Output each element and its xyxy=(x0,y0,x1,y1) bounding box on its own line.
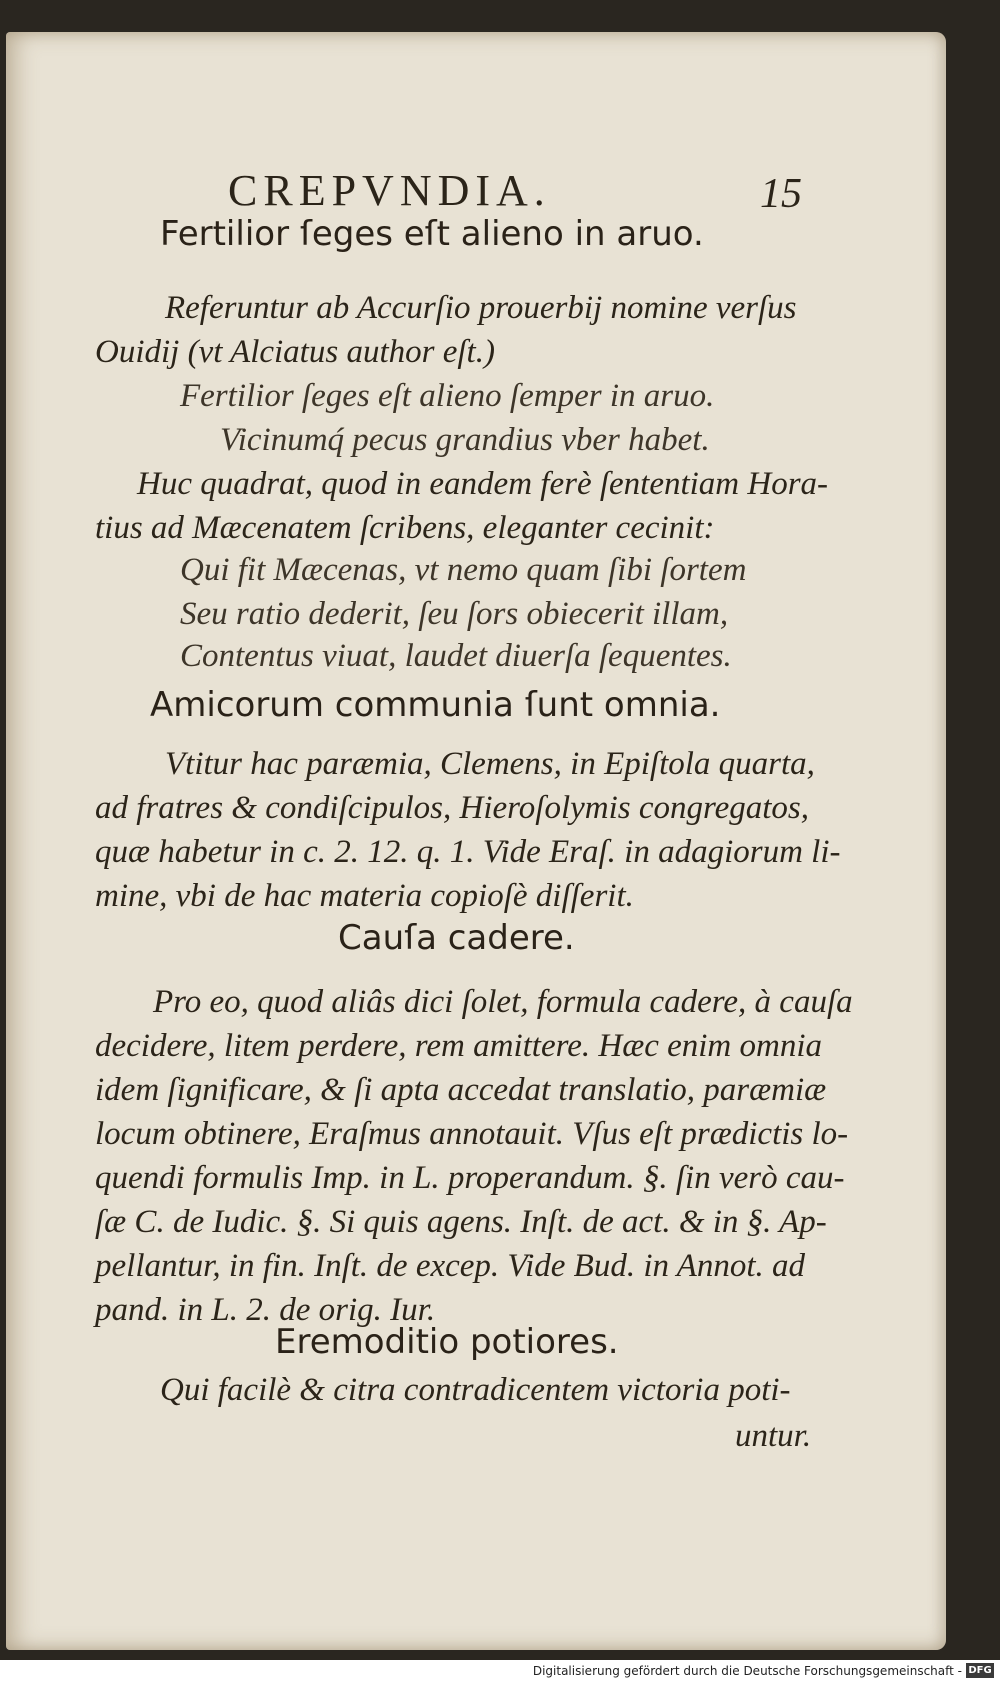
verse-line: Vicinumq́ pecus grandius vber habet. xyxy=(220,422,710,458)
text-line: Ouidij (vt Alciatus author eſt.) xyxy=(95,334,495,370)
section-heading: Cauſa cadere. xyxy=(338,918,575,958)
verse-line: Fertilior ſeges eſt alieno ſemper in aruo. xyxy=(180,378,715,414)
verse-line: Contentus viuat, laudet diuerſa ſequentes. xyxy=(180,638,732,674)
text-line: idem ſignificare, & ſi apta accedat translatio, paræmiæ xyxy=(95,1072,827,1108)
text-line: pellantur, in fin. Inſt. de excep. Vide Bud. in Annot. ad xyxy=(95,1248,805,1284)
text-line: quendi formulis Imp. in L. properandum. §. ſin verò cau- xyxy=(95,1160,845,1196)
section-heading: Eremoditio potiores. xyxy=(275,1322,619,1362)
section-heading: Amicorum communia ſunt omnia. xyxy=(150,685,721,725)
section-heading: Fertilior ſeges eſt alieno in aruo. xyxy=(160,214,704,254)
text-line: pand. in L. 2. de orig. Iur. xyxy=(95,1292,436,1328)
text-line: Qui facilè & citra contradicentem victoria poti- xyxy=(160,1372,791,1408)
text-line: mine, vbi de hac materia copioſè diſſerit. xyxy=(95,878,634,914)
text-line: untur. xyxy=(735,1418,812,1454)
text-line: decidere, litem perdere, rem amittere. Hæc enim omnia xyxy=(95,1028,823,1064)
verse-line: Seu ratio dederit, ſeu ſors obiecerit illam, xyxy=(180,596,729,632)
text-line: Huc quadrat, quod in eandem ferè ſententiam Hora- xyxy=(137,466,829,502)
text-line: Vtitur hac paræmia, Clemens, in Epiſtola quarta, xyxy=(165,746,815,782)
page-number: 15 xyxy=(760,171,802,217)
verse-line: Qui fit Mæcenas, vt nemo quam ſibi ſortem xyxy=(180,552,747,588)
funding-note: Digitalisierung gefördert durch die Deutsche Forschungsgemeinschaft - xyxy=(532,1664,962,1678)
footer-bar xyxy=(0,1660,1000,1683)
text-line: locum obtinere, Eraſmus annotauit. Vſus eſt prædictis lo- xyxy=(95,1116,849,1152)
text-line: tius ad Mæcenatem ſcribens, eleganter cecinit: xyxy=(95,510,715,546)
running-head: CREPVNDIA. xyxy=(228,166,551,215)
text-line: Pro eo, quod aliâs dici ſolet, formula cadere, à cauſa xyxy=(153,984,853,1020)
text-line: ad fratres & condiſcipulos, Hieroſolymis congregatos, xyxy=(95,790,810,826)
text-line: Referuntur ab Accurſio prouerbij nomine verſus xyxy=(165,290,797,326)
text-line: quæ habetur in c. 2. 12. q. 1. Vide Eraſ. in adagiorum li- xyxy=(95,834,841,870)
dfg-logo: DFG xyxy=(966,1663,994,1678)
text-line: ſæ C. de Iudic. §. Si quis agens. Inſt. de act. & in §. Ap- xyxy=(95,1204,827,1240)
